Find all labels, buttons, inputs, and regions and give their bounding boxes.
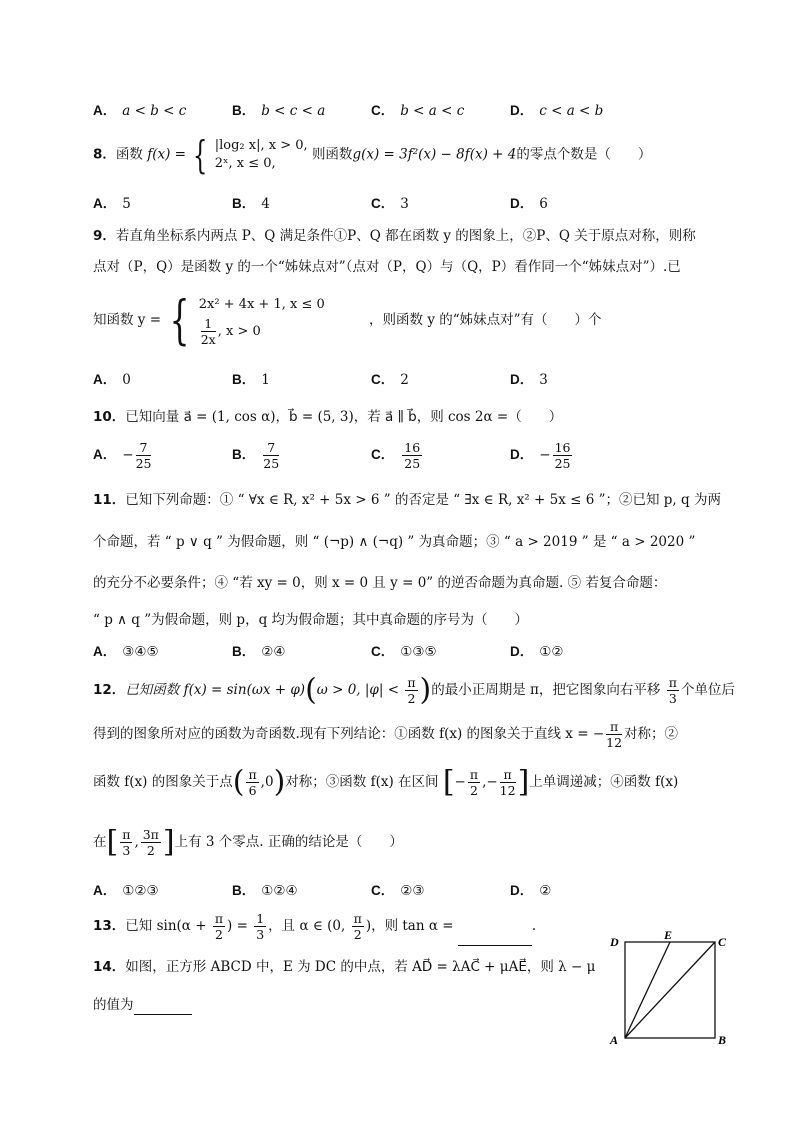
q9-option-a: A． 0 — [93, 372, 131, 388]
q7-option-c: C． b < a < c — [371, 103, 465, 119]
q11-option-c: C． ①③⑤ — [371, 644, 437, 660]
q11-option-b: B． ②④ — [232, 644, 286, 660]
label-b: B — [718, 1033, 727, 1047]
question-12-line-3: 函数 f(x) 的图象关于点( $\frac{\pi}{6}$ ,0)对称；③函数 f(x) 在区间 [− $\frac{\pi}{2}$ ,− $\frac{\pi}{12}$ ]上单调递减；④函数 f(x) — [93, 764, 679, 800]
question-13: 13．已知 sin(α + $\frac{\pi}{2}$ ) = $\frac{1}{3}$ ，且 α ∈ (0, $\frac{\pi}{2}$ )，则 tan α = . — [93, 906, 536, 946]
question-14-line-1: 14．如图，正方形 ABCD 中，E 为 DC 的中点，若 AD⃗ = λAC⃗ + μAE⃗，则 λ − μ — [93, 959, 596, 975]
q7-option-a: A． a < b < c — [93, 103, 187, 119]
question-12-line-2: 得到的图象所对应的函数为奇函数.现有下列结论：①函数 f(x) 的图象关于直线 x = − $\frac{\pi}{12}$ 对称；② — [93, 719, 679, 750]
label-d: D — [610, 935, 619, 949]
q11-option-d: D． ①② — [510, 644, 564, 660]
q10-option-c: C． $\frac{16}{25}$ — [371, 440, 421, 471]
q8-option-c: C． 3 — [371, 196, 409, 212]
q12-option-b: B． ①②④ — [232, 883, 298, 899]
question-14-line-2: 的值为 — [93, 995, 192, 1015]
q7-option-b: B． b < c < a — [232, 103, 326, 119]
question-9-line-3: 知函数 y = { 2x² + 4x + 1, x ≤ 0 $\frac{1}{2x}$ , x > 0 ，则函数 y 的“姊妹点对”有（ ）个 — [93, 290, 602, 351]
q9-option-d: D． 3 — [510, 372, 548, 388]
question-11-line-3: 的充分不必要条件；④ “若 xy = 0，则 x = 0 且 y = 0” 的逆否命题为真命题. ⑤ 若复合命题： — [93, 575, 667, 591]
q9-option-b: B． 1 — [232, 372, 270, 388]
segment-ac — [625, 942, 715, 1038]
label-c: C — [718, 935, 727, 949]
label-e: E — [664, 930, 673, 942]
question-9-line-2: 点对（P，Q）是函数 y 的一个“姊妹点对”（点对（P，Q）与（Q，P）看作同一个“姊妹点对”）.已 — [93, 259, 681, 275]
question-10: 10．已知向量 a⃗ = (1, cos α)，b⃗ = (5, 3)，若 a⃗ ∥ b⃗，则 cos 2α =（ ） — [93, 409, 563, 425]
question-11-line-4: “ p ∧ q ”为假命题，则 p，q 均为假命题；其中真命题的序号为（ ） — [93, 612, 528, 628]
question-12-line-4: 在[ $\frac{\pi}{3}$ , $\frac{3\pi}{2}$ ]上有 3 个零点. 正确的结论是（ ） — [93, 824, 403, 860]
q7-option-d: D． c < a < b — [510, 103, 604, 119]
question-11-line-1: 11．已知下列命题：① “ ∀x ∈ R, x² + 5x > 6 ” 的否定是 “ ∃x ∈ R, x² + 5x ≤ 6 ”；②已知 p, q 为两 — [93, 492, 721, 508]
square-abcd-figure — [605, 930, 735, 1050]
q12-option-c: C． ②③ — [371, 883, 425, 899]
q12-option-d: D． ② — [510, 883, 552, 899]
segment-ae — [625, 942, 670, 1038]
q11-option-a: A． ③④⑤ — [93, 644, 159, 660]
question-11-line-2: 个命题，若 “ p ∨ q ” 为假命题，则 “ (¬p) ∧ (¬q) ” 为真命题；③ “ a > 2019 ” 是 “ a > 2020 ” — [93, 534, 696, 550]
question-9-line-1: 9．若直角坐标系内两点 P、Q 满足条件①P、Q 都在函数 y 的图象上，②P、Q 关于原点对称，则称 — [93, 228, 696, 244]
q10-option-d: D． − $\frac{16}{25}$ — [510, 440, 571, 471]
q14-answer-blank[interactable] — [134, 1014, 192, 1015]
q13-answer-blank[interactable] — [458, 945, 532, 946]
label-a: A — [610, 1033, 619, 1047]
q8-option-b: B． 4 — [232, 196, 270, 212]
q8-option-a: A． 5 — [93, 196, 131, 212]
question-12-line-1: 12．已知函数 f(x) = sin(ωx + φ)(ω > 0, |φ| < $\frac{\pi}{2}$ )的最小正周期是 π，把它图象向右平移 $\frac{\pi}{3}$ 个单位后 — [93, 672, 735, 708]
q10-option-a: A． − $\frac{7}{25}$ — [93, 440, 152, 471]
question-8: 8．函数 f(x) = { |log₂ x|, x > 0, 2ˣ, x ≤ 0, 则函数g(x) = 3f²(x) − 8f(x) + 4的零点个数是（ ） — [93, 133, 652, 177]
q9-option-c: C． 2 — [371, 372, 409, 388]
q10-option-b: B． $\frac{7}{25}$ — [232, 440, 280, 471]
q12-option-a: A． ①②③ — [93, 883, 159, 899]
q8-option-d: D． 6 — [510, 196, 548, 212]
